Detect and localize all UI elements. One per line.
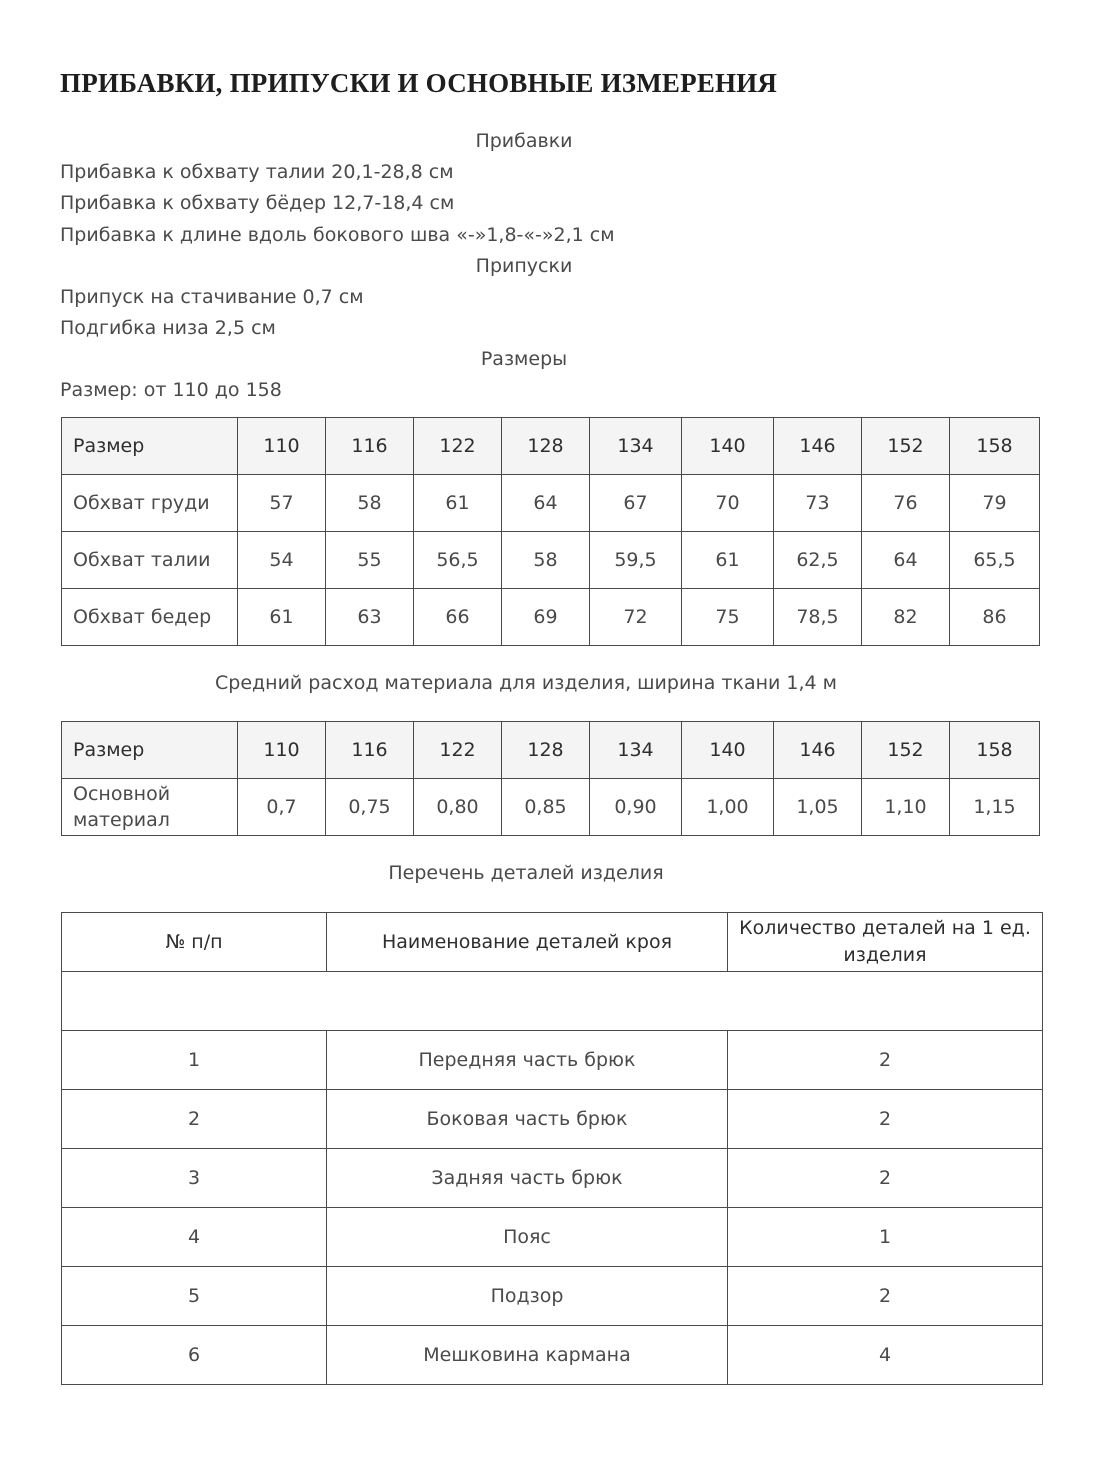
material-heading: Средний расход материала для изделия, ширина ткани 1,4 м (215, 672, 837, 694)
table-header-cell: 128 (502, 418, 590, 475)
table-cell: 1,00 (682, 779, 774, 836)
table-cell: 75 (682, 589, 774, 646)
table-cell: 82 (862, 589, 950, 646)
table-cell: 58 (502, 532, 590, 589)
table-cell: 59,5 (590, 532, 682, 589)
part-number: 2 (62, 1090, 327, 1149)
table-header-cell: 158 (950, 418, 1040, 475)
table-header-cell: 116 (326, 722, 414, 779)
parts-list-table (61, 912, 1043, 1385)
table-header-cell: Размер (62, 722, 238, 779)
table-cell: 64 (502, 475, 590, 532)
table-cell: 79 (950, 475, 1040, 532)
allowance-line: Припуск на стачивание 0,7 см (60, 286, 364, 308)
table-header-cell (728, 913, 1043, 972)
additions-heading: Прибавки (475, 130, 573, 152)
table-cell: 0,90 (590, 779, 682, 836)
allowance-line: Подгибка низа 2,5 см (60, 317, 276, 339)
table-cell: 0,7 (238, 779, 326, 836)
table-header-cell: 122 (414, 722, 502, 779)
part-number: 3 (62, 1149, 327, 1208)
table-row (62, 589, 1040, 646)
table-row (62, 532, 1040, 589)
table-cell: 1,10 (862, 779, 950, 836)
table-cell: 0,85 (502, 779, 590, 836)
table-cell: 61 (414, 475, 502, 532)
table-header-cell: 152 (862, 418, 950, 475)
material-consumption-table (61, 721, 1040, 836)
table-header-cell: 146 (774, 722, 862, 779)
table-cell: 58 (326, 475, 414, 532)
row-label-line: материал (73, 809, 170, 831)
addition-line: Прибавка к обхвату бёдер 12,7-18,4 см (60, 192, 455, 214)
table-cell: 1,05 (774, 779, 862, 836)
table-header-cell: 122 (414, 418, 502, 475)
table-cell: 62,5 (774, 532, 862, 589)
table-cell: 56,5 (414, 532, 502, 589)
table-cell: 70 (682, 475, 774, 532)
table-row (62, 1326, 1043, 1385)
part-name: Мешковина кармана (327, 1326, 728, 1385)
part-name: Боковая часть брюк (327, 1090, 728, 1149)
part-count: 2 (728, 1031, 1043, 1090)
addition-line: Прибавка к обхвату талии 20,1-28,8 см (60, 161, 454, 183)
table-cell: 67 (590, 475, 682, 532)
page-title: ПРИБАВКИ, ПРИПУСКИ И ОСНОВНЫЕ ИЗМЕРЕНИЯ (60, 68, 778, 98)
table-row (62, 1149, 1043, 1208)
row-label: Обхват талии (62, 532, 238, 589)
part-name: Подзор (327, 1267, 728, 1326)
table-header-cell: 134 (590, 722, 682, 779)
table-header-cell: 152 (862, 722, 950, 779)
table-header-cell: 110 (238, 418, 326, 475)
table-row (62, 1031, 1043, 1090)
part-name: Пояс (327, 1208, 728, 1267)
row-label: Обхват груди (62, 475, 238, 532)
table-cell: 86 (950, 589, 1040, 646)
table-cell: 78,5 (774, 589, 862, 646)
table-cell: 0,75 (326, 779, 414, 836)
header-line: Количество деталей на 1 ед. (739, 917, 1031, 939)
table-empty-cell (62, 972, 1043, 1031)
table-header-cell: Размер (62, 418, 238, 475)
table-header-cell: 140 (682, 418, 774, 475)
part-count: 4 (728, 1326, 1043, 1385)
table-header-row (62, 913, 1043, 972)
table-header-cell: 116 (326, 418, 414, 475)
table-cell: 57 (238, 475, 326, 532)
part-count: 2 (728, 1090, 1043, 1149)
table-row (62, 1208, 1043, 1267)
table-cell: 1,15 (950, 779, 1040, 836)
sizes-heading: Размеры (480, 348, 568, 370)
size-range: Размер: от 110 до 158 (60, 379, 282, 401)
part-number: 6 (62, 1326, 327, 1385)
part-name: Задняя часть брюк (327, 1149, 728, 1208)
table-header-cell: 110 (238, 722, 326, 779)
table-cell: 54 (238, 532, 326, 589)
table-header-cell: 158 (950, 722, 1040, 779)
table-header-cell: 146 (774, 418, 862, 475)
addition-line: Прибавка к длине вдоль бокового шва «-»1,8-«-»2,1 см (60, 224, 615, 246)
part-name: Передняя часть брюк (327, 1031, 728, 1090)
table-header-cell: Наименование деталей кроя (327, 913, 728, 972)
row-label (62, 779, 238, 836)
row-label-line: Основной (73, 783, 171, 805)
table-row (62, 1090, 1043, 1149)
part-count: 2 (728, 1267, 1043, 1326)
part-number: 5 (62, 1267, 327, 1326)
allowances-heading: Припуски (475, 255, 573, 277)
table-header-cell: 140 (682, 722, 774, 779)
table-cell: 76 (862, 475, 950, 532)
table-cell: 73 (774, 475, 862, 532)
table-cell: 69 (502, 589, 590, 646)
table-header-cell: № п/п (62, 913, 327, 972)
header-line: изделия (843, 944, 927, 966)
table-cell: 66 (414, 589, 502, 646)
table-row (62, 779, 1040, 836)
part-count: 1 (728, 1208, 1043, 1267)
table-header-row (62, 418, 1040, 475)
parts-heading: Перечень деталей изделия (388, 862, 664, 884)
part-count: 2 (728, 1149, 1043, 1208)
table-cell: 63 (326, 589, 414, 646)
table-cell: 61 (682, 532, 774, 589)
table-cell: 0,80 (414, 779, 502, 836)
table-header-cell: 134 (590, 418, 682, 475)
table-cell: 55 (326, 532, 414, 589)
row-label: Обхват бедер (62, 589, 238, 646)
table-row (62, 1267, 1043, 1326)
table-cell: 64 (862, 532, 950, 589)
table-header-cell: 128 (502, 722, 590, 779)
table-row (62, 475, 1040, 532)
table-cell: 65,5 (950, 532, 1040, 589)
table-header-row (62, 722, 1040, 779)
table-cell: 72 (590, 589, 682, 646)
table-cell: 61 (238, 589, 326, 646)
size-measurements-table (61, 417, 1040, 646)
table-empty-row (62, 972, 1043, 1031)
part-number: 4 (62, 1208, 327, 1267)
part-number: 1 (62, 1031, 327, 1090)
